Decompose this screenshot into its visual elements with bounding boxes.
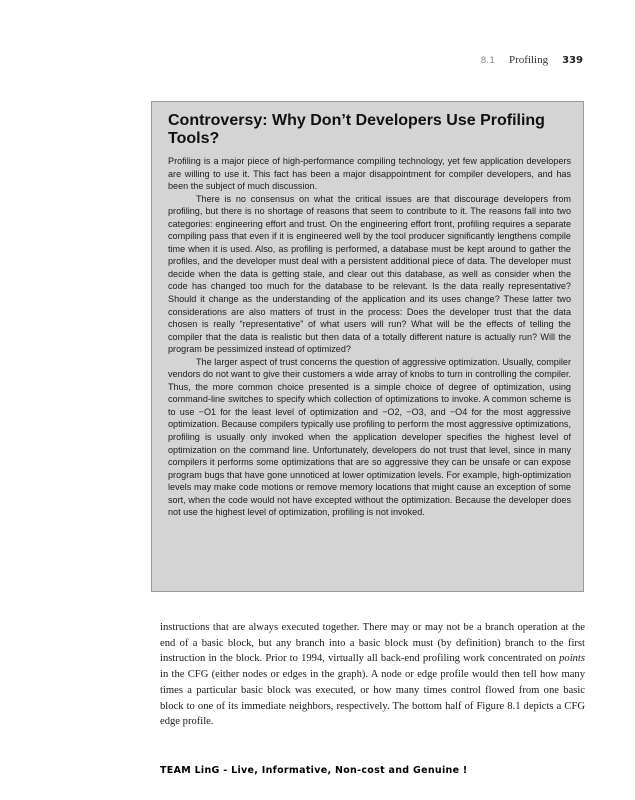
body-emphasis: points xyxy=(559,653,585,665)
sidebar-paragraph-2: There is no consensus on what the critical issues are that discourage developers from profiling, but there is no shortage of reasons that seem to contribute to it. The reasons fall into two categories: engineering effort and trust. On the engineering effort front, profiling requires a separate compiling pass that even if it is engineered well by the tool producer significantly lengthens compile time when it is used. Also, as profiling is performed, a database must be kept around to gather the profiles, and the developer must deal with a persistent additional piece of data. The developer must decide when the data is getting stale, and clear out this database, as well as consider when the code has changed too much for the database to be relevant. Is the data really representative? Should it change as the understanding of the application and its uses change? These latter two considerations are also matters of trust in the process: Does the developer trust that the data chosen is really “representative” of what users will run? What will be the effects of telling the compiler that the data is realistic but then data of a totally different nature is actually run? Will the program be pessimized instead of optimized? xyxy=(168,193,571,355)
body-paragraph xyxy=(160,620,585,730)
body-text-end: in the CFG (either nodes or edges in the graph). A node or edge profile would then tell how many times a particular basic block was executed, or how many times control flowed from one basic block to one of its immediate neighbors, respectively. The bottom half of Figure 8.1 depicts a CFG edge profile. xyxy=(160,669,585,728)
body-text-start: instructions that are always executed together. There may or may not be a branch operation at the end of a basic block, but any branch into a basic block must (by definition) branch to the first instruction in the block. Prior to 1994, virtually all back-end profiling work concentrated on xyxy=(160,622,585,665)
page-number: 339 xyxy=(562,55,583,66)
section-number: 8.1 xyxy=(480,56,495,66)
controversy-sidebar xyxy=(151,101,584,592)
section-title: Profiling xyxy=(509,54,549,66)
footer-banner: TEAM LinG - Live, Informative, Non-cost and Genuine ! xyxy=(160,765,468,776)
sidebar-paragraph-3: The larger aspect of trust concerns the question of aggressive optimization. Usually, compiler vendors do not want to give their customers a wide array of knobs to turn in controlling the compiler. Thus, the more common choice presented is a simple choice of degree of optimization, using command-line switches to specify which collection of optimizations to invoke. A common scheme is to use −O1 for the least level of optimization and −O2, −O3, and −O4 for the most aggressive optimization. Because compilers typically use profiling to perform the most aggressive optimizations, profiling is usually only invoked when the application developer specifies the highest level of optimization on the command line. Unfortunately, developers do not trust that level, since in many compilers it performs some optimizations that are so aggressive they can be unsafe or can expose program bugs that have gone unnoticed at lower optimization levels. For example, high-optimization levels may make code motions or remove memory locations that might cause an exception of some sort, when the code would not have excepted without the optimization. Because the developer does not use the highest level of optimization, profiling is not invoked. xyxy=(168,356,571,518)
sidebar-title: Controversy: Why Don’t Developers Use Profiling Tools? xyxy=(168,112,545,147)
sidebar-paragraph-1: Profiling is a major piece of high-performance compiling technology, yet few application developers are willing to use it. This fact has been a major disappointment for compiler developers, and has been the subject of much discussion. xyxy=(168,156,571,192)
running-head xyxy=(481,54,583,66)
